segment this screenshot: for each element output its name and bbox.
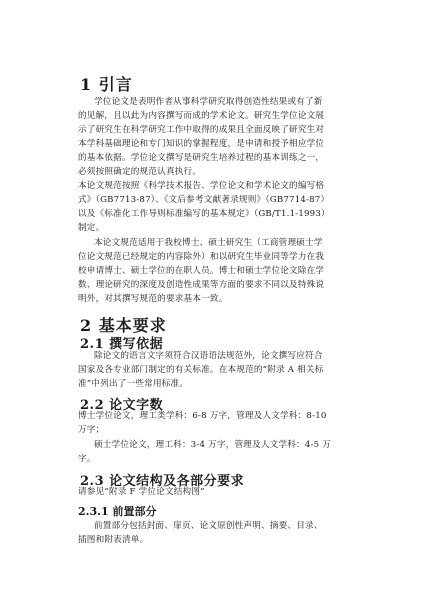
section-heading-introduction: 1 引言	[80, 75, 133, 94]
subsubsection-heading-front-matter: 2.3.1 前置部分	[78, 505, 157, 518]
paragraph-line: 式》（GB7713-87）、《文后参考文献著录规则》（GB7714-87）	[78, 195, 330, 205]
paragraph-line: 博士学位论文，理工类学科：6-8 万字，管理及人文学科：8-10	[78, 411, 327, 421]
paragraph-line: 国家及各专业部门制定的有关标准。在本规范的“附录 A 相关标	[78, 365, 324, 375]
paragraph-line: 必须按照确定的规范认真执行。	[78, 167, 202, 177]
paragraph-line: 本论文规范适用于我校博士、硕士研究生（工商管理硕士学	[94, 238, 323, 248]
paragraph-line: 明外，对其撰写规范的要求基本一致。	[78, 294, 228, 304]
paragraph-line: 以及《标准化工作导则标准编写的基本规定》（GB/T1.1-1993）	[78, 209, 330, 219]
paragraph-line: 学位论文是表明作者从事科学研究取得创造性结果或有了新	[94, 97, 323, 107]
paragraph-line: 校申请博士、硕士学位的在职人员。博士和硕士学位论文除在学	[78, 266, 325, 276]
paragraph-line: 的基本依据。学位论文撰写是研究生培养过程的基本训练之一，	[78, 153, 325, 163]
paragraph-line: 请参见“附录 F 学位论文结构图”	[78, 487, 205, 497]
paragraph-line: 前置部分包括封面、扉页、论文原创性声明、摘要、目录、	[94, 521, 323, 531]
paragraph-line: 制定。	[78, 223, 105, 233]
paragraph-line: 的见解，且以此为内容撰写而成的学术论文。研究生学位论文展	[78, 111, 325, 121]
subsection-heading-structure: 2.3 论文结构及各部分要求	[80, 474, 245, 489]
paragraph-line: 本论文规范按照《科学技术报告、学位论文和学术论文的编写格	[78, 181, 325, 191]
paragraph-line: 插图和附表清单。	[78, 535, 149, 545]
paragraph-line: 数、理论研究的深度及创造性成果等方面的要求不同以及特殊说	[78, 280, 325, 290]
paragraph-line: 准”中列出了一些常用标准。	[78, 379, 189, 389]
paragraph-line: 除论文的语言文字须符合汉语语法规范外，论文撰写应符合	[94, 351, 323, 361]
paragraph-line: 硕士学位论文，理工科：3-4 万字，管理及人文学科：4-5 万	[94, 440, 331, 450]
section-heading-basic-requirements: 2 基本要求	[80, 316, 167, 335]
paragraph-line: 位论文规范已经规定的内容除外）和以研究生毕业同等学力在我	[78, 252, 325, 262]
paragraph-line: 万字；	[78, 425, 105, 435]
paragraph-line: 示了研究生在科学研究工作中取得的成果且全面反映了研究生对	[78, 125, 325, 135]
subsection-heading-word-count: 2.2 论文字数	[80, 398, 164, 413]
paragraph-line: 本学科基础理论和专门知识的掌握程度，是申请和授予相应学位	[78, 139, 325, 149]
paragraph-line: 字。	[78, 454, 96, 464]
subsection-heading-writing-basis: 2.1 撰写依据	[80, 337, 164, 352]
